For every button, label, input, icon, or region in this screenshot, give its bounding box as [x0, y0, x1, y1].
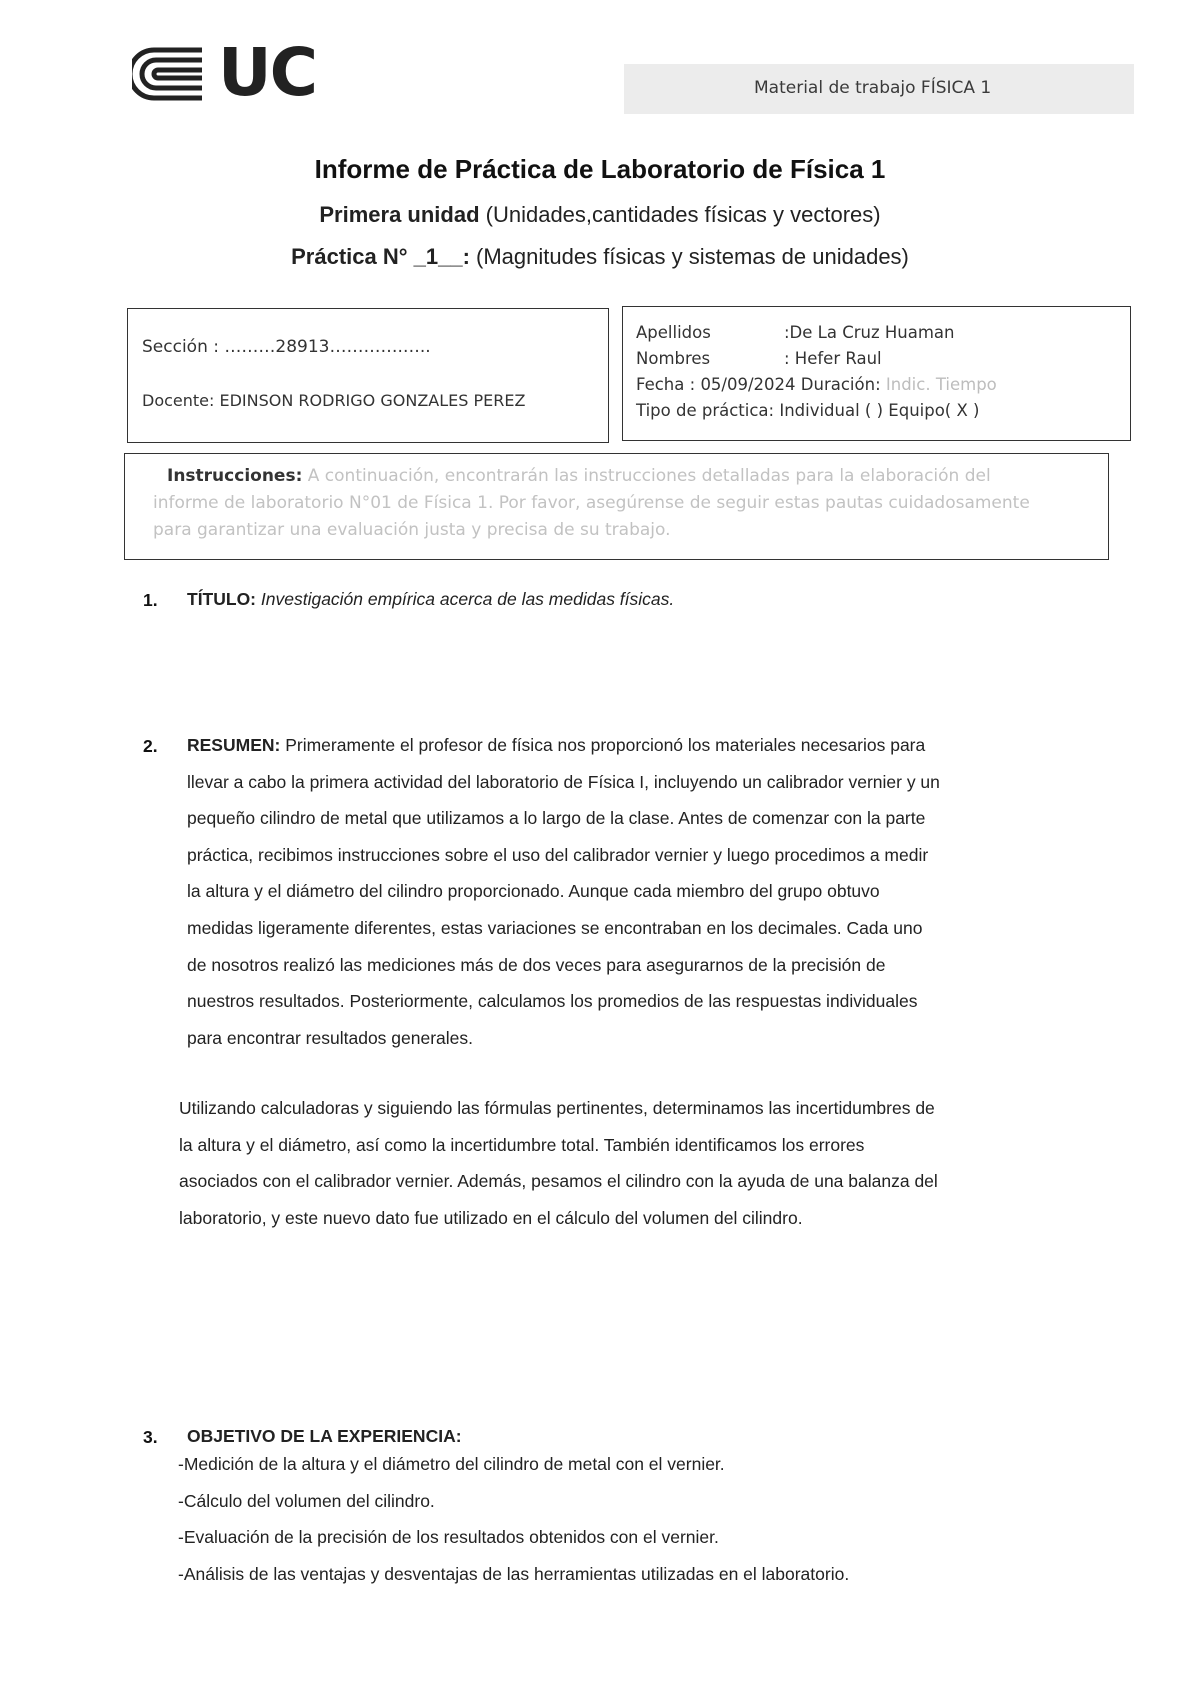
fecha-label: Fecha — [636, 375, 685, 394]
section-2-label: RESUMEN: — [187, 735, 281, 755]
section-2-line — [187, 727, 1087, 764]
subtitle-unit — [0, 202, 1200, 228]
tipo-value: Individual ( ) Equipo( X ) — [774, 401, 980, 420]
section-1-text: Investigación empírica acerca de las medidas físicas. — [256, 589, 675, 609]
section-2-paragraph-2 — [179, 1090, 1079, 1236]
section-2-line — [187, 873, 1087, 910]
uc-logo-icon — [132, 44, 212, 104]
objective-item: -Análisis de las ventajas y desventajas de las herramientas utilizadas en el laboratorio. — [178, 1563, 850, 1584]
section-2-para2-line: la altura y el diámetro, así como la incertidumbre total. También identificamos los errores — [179, 1134, 865, 1155]
section-2-line-text: pequeño cilindro de metal que utilizamos a lo largo de la clase. Antes de comenzar con la parte — [187, 808, 926, 829]
section-2-line-text: Primeramente el profesor de física nos proporcionó los materiales necesarios para — [280, 735, 926, 755]
subtitle-unit-rest: (Unidades,cantidades físicas y vectores) — [479, 202, 881, 227]
objective-item: -Evaluación de la precisión de los resultados obtenidos con el vernier. — [178, 1527, 719, 1548]
section-1-label: TÍTULO: — [187, 589, 257, 609]
section-3-label: OBJETIVO DE LA EXPERIENCIA: — [187, 1426, 462, 1446]
subtitle-unit-bold: Primera unidad — [319, 202, 480, 227]
section-2-para2-line: Utilizando calculadoras y siguiendo las fórmulas pertinentes, determinamos las incertidumbres de — [179, 1098, 935, 1118]
info-box-right — [622, 306, 1131, 441]
fecha-row — [636, 375, 997, 394]
section-1-number: 1. — [143, 590, 158, 610]
section-2-para2-line: laboratorio, y este nuevo dato fue utilizado en el cálculo del volumen del cilindro. — [179, 1207, 803, 1228]
uc-logo-text: UC — [218, 34, 317, 111]
seccion-field: Sección : ………28913………….….. — [142, 337, 431, 357]
nombres-row — [636, 349, 882, 368]
section-2-line — [187, 837, 1087, 874]
section-2-line — [187, 910, 1087, 947]
instructions-line1 — [167, 466, 991, 486]
section-2-paragraph — [187, 727, 1087, 1056]
instructions-line3: para garantizar una evaluación justa y precisa de su trabajo. — [153, 520, 671, 540]
section-2-line — [187, 800, 1087, 837]
tipo-row — [636, 401, 979, 420]
info-box-left — [127, 308, 609, 443]
tipo-label: Tipo de práctica: — [636, 401, 775, 420]
subtitle-practice-bold: Práctica N° _1__: — [291, 244, 470, 269]
apellidos-label: Apellidos — [636, 323, 711, 342]
instructions-line2: informe de laboratorio N°01 de Física 1. Por favor, asegúrense de seguir estas pautas cuidadosamente — [153, 493, 1030, 513]
nombres-value: : Hefer Raul — [784, 349, 882, 368]
section-2-line-text: la altura y el diámetro del cilindro proporcionado. Aunque cada miembro del grupo obtuvo — [187, 881, 880, 902]
docente-field: Docente: EDINSON RODRIGO GONZALES PEREZ — [142, 391, 526, 410]
fecha-value: : 05/09/2024 — [684, 375, 801, 394]
objective-item: -Cálculo del volumen del cilindro. — [178, 1490, 435, 1511]
section-2-para2-line: asociados con el calibrador vernier. Además, pesamos el cilindro con la ayuda de una balanza del — [179, 1171, 938, 1192]
section-2-line-text: para encontrar resultados generales. — [187, 1027, 474, 1048]
section-2-line-text: de nosotros realizó las mediciones más de dos veces para asegurarnos de la precisión de — [187, 954, 886, 975]
section-2-line-text: práctica, recibimos instrucciones sobre el uso del calibrador vernier y luego procedimos a medir — [187, 844, 929, 865]
instructions-line1-text: A continuación, encontrarán las instrucciones detalladas para la elaboración del — [302, 466, 991, 486]
header-tag — [624, 64, 1134, 114]
page-title: Informe de Práctica de Laboratorio de Física 1 — [314, 154, 886, 184]
instructions-box — [124, 453, 1109, 560]
section-2-line — [187, 764, 1087, 801]
duracion-label: Duración: — [800, 375, 881, 394]
duracion-value: Indic. Tiempo — [880, 375, 997, 394]
section-2-number: 2. — [143, 736, 158, 756]
header-tag-text: Material de trabajo FÍSICA 1 — [754, 78, 992, 98]
objective-item: -Medición de la altura y el diámetro del cilindro de metal con el vernier. — [178, 1454, 725, 1474]
section-2-line — [187, 947, 1087, 984]
section-3-number: 3. — [143, 1427, 158, 1447]
section-1-title — [187, 581, 1087, 618]
apellidos-row — [636, 323, 955, 342]
instructions-label: Instrucciones: — [167, 466, 303, 486]
apellidos-value: :De La Cruz Huaman — [784, 323, 955, 342]
section-2-line-text: medidas ligeramente diferentes, estas variaciones se encontraban en los decimales. Cada uno — [187, 917, 923, 938]
nombres-label: Nombres — [636, 349, 711, 368]
subtitle-practice — [0, 244, 1200, 270]
section-2-line — [187, 983, 1087, 1020]
subtitle-practice-rest: (Magnitudes físicas y sistemas de unidades) — [469, 244, 909, 269]
section-2-line-text: nuestros resultados. Posteriormente, calculamos los promedios de las respuestas individuales — [187, 991, 918, 1012]
section-2-line-text: llevar a cabo la primera actividad del laboratorio de Física I, incluyendo un calibrador vernier y un — [187, 771, 940, 792]
section-2-line — [187, 1020, 1087, 1057]
